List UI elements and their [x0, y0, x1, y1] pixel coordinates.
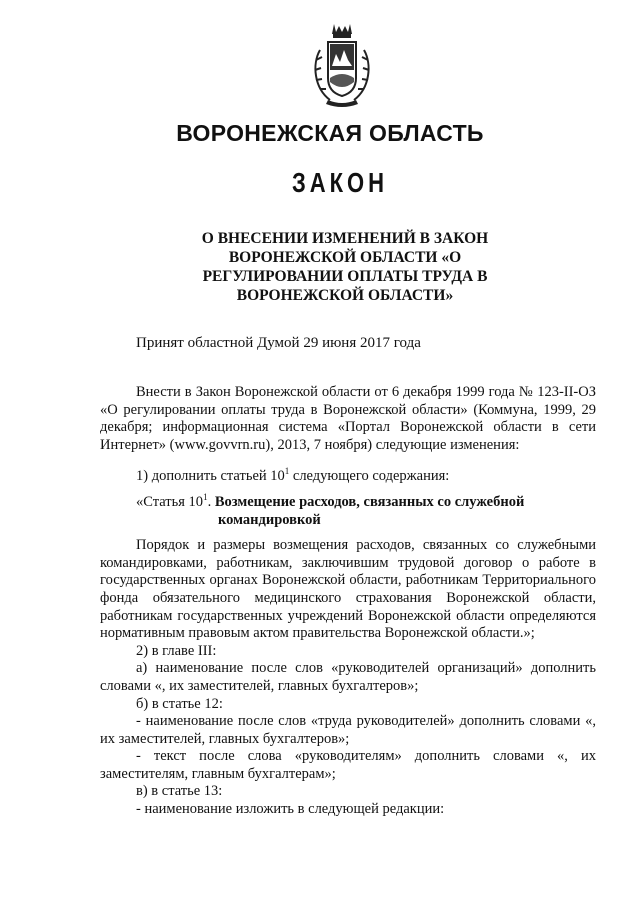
law-title-line: О ВНЕСЕНИИ ИЗМЕНЕНИЙ В ЗАКОН — [201, 230, 489, 247]
article-title-continuation: командировкой — [218, 511, 321, 528]
item-1-tail: следующего содержания: — [289, 468, 450, 485]
law-title — [150, 229, 540, 305]
item-2b-2: - текст после слова «руководителям» дополнить словами «, их заместителям, главным бухгалтерам»; — [100, 748, 596, 782]
adoption-date: Принят областной Думой 29 июня 2017 года — [136, 335, 421, 351]
item-2a: а) наименование после слов «руководителей организаций» дополнить словами «, их заместителей, главных бухгалтеров»; — [100, 660, 596, 694]
document-type-title: ЗАКОН — [291, 166, 389, 198]
intro-paragraph: Внести в Закон Воронежской области от 6 декабря 1999 года № 123-II-ОЗ «О регулировании оплаты труда в Воронежской области» (Коммуна, 1999, 29 декабря; информационная система «Портал Воронежской области в сети Интернет» (www.govvrn.ru), 2013, 7 ноября) следующие изменения: — [100, 384, 596, 453]
law-title-line: ВОРОНЕЖСКОЙ ОБЛАСТИ «О — [228, 249, 462, 266]
article-number: «Статья 10 — [136, 493, 204, 510]
law-title-line: РЕГУЛИРОВАНИИ ОПЛАТЫ ТРУДА В — [202, 268, 488, 285]
coat-of-arms-icon — [306, 20, 378, 108]
law-body — [100, 384, 596, 819]
item-1-text: 1) дополнить статьей 10 — [136, 468, 285, 485]
law-title-line: ВОРОНЕЖСКОЙ ОБЛАСТИ» — [236, 287, 454, 304]
article-dot: . — [207, 493, 215, 510]
item-2b: б) в статье 12: — [136, 695, 223, 712]
item-2b-1: - наименование после слов «труда руководителей» дополнить словами «, их заместителей, главных бухгалтеров»; — [100, 713, 596, 747]
item-1 — [100, 468, 596, 486]
article-text: Порядок и размеры возмещения расходов, связанных со служебными командировками, работникам, заключившим трудовой договор о работе в государственных органах Воронежской области, работникам Территориального фонда обязательного медицинского страхования Воронежской области, работникам государственных учреждений Воронежской области определяются нормативным правовым актом правительства Воронежской области.»; — [100, 537, 596, 642]
item-1-superscript: 1 — [284, 466, 290, 477]
item-2c-1: - наименование изложить в следующей редакции: — [136, 801, 445, 818]
item-2c: в) в статье 13: — [136, 783, 223, 800]
article-heading — [100, 494, 596, 512]
article-superscript: 1 — [203, 492, 208, 503]
region-title: ВОРОНЕЖСКАЯ ОБЛАСТЬ — [176, 120, 484, 146]
item-2: 2) в главе III: — [136, 642, 217, 659]
article-title: Возмещение расходов, связанных со служебной — [214, 493, 525, 510]
